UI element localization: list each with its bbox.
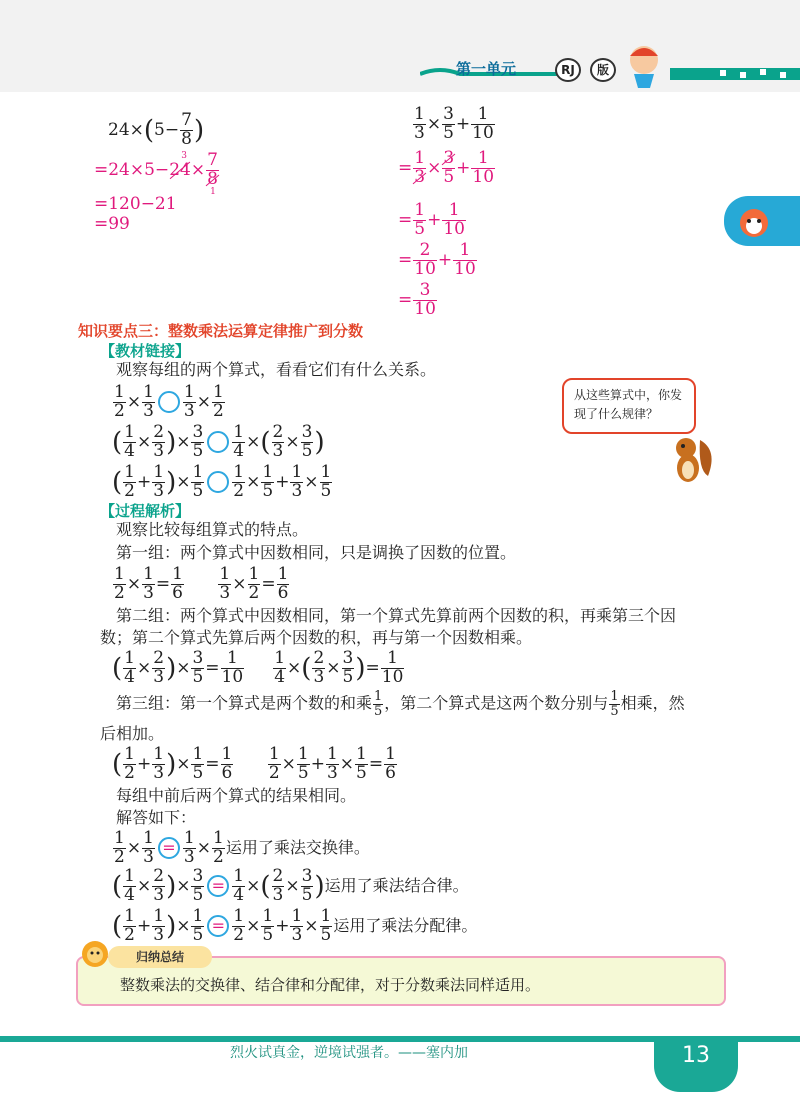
mascot-girl-icon [620,40,668,90]
den: 3 [414,122,425,143]
calc-right-line4: = $\frac{2}{10}$ + $\frac{1}{10}$ [398,240,476,279]
calc-right-line5: = $\frac{3}{10}$ [398,280,436,319]
law-text: 运用了乘法分配律。 [333,915,478,935]
den: 5 [443,122,454,143]
calc-left-line3: =120−21 [94,194,177,214]
law-text: 运用了乘法结合律。 [324,875,469,895]
num: 1 [414,148,426,168]
num: 1 [471,150,495,169]
calc-right-line2: = $\frac{1}{3}$ × $\frac{3}{5}$ + $\frac{1}{10}$ [398,148,495,187]
calc-right-line1: $\frac{1}{3}$ × $\frac{3}{5}$ + $\frac{1}{10}$ [414,104,494,143]
para-group3: 第三组：第一个算式是两个数的和乘 $\frac{1}{5}$ ，第二个算式是这两个数分别与 $\frac{1}{5}$ 相乘，然 [116,689,685,719]
num: 3 [413,282,437,301]
num: 2 [413,242,437,261]
answer-distributive: ( $\frac{1}{2}$ + $\frac{1}{3}$ )× $\frac{1}{5}$ = $\frac{1}{2}$ × $\frac{1}{5}$ + $\frac{1}{3}$ × $\frac{1}{5}$ 运用了乘法分配律。 [112,906,478,945]
para-group3-end: 后相加。 [100,724,165,743]
fox-face-icon [734,201,774,241]
summary-text: 整数乘法的交换律、结合律和分配律，对于分数乘法同样适用。 [120,976,541,994]
num: 3 [443,148,455,168]
den: 3 [414,166,426,187]
text: ，第二个算式是这两个数分别与 [384,693,609,713]
para-group1: 第一组：两个算式中因数相同，只是调换了因数的位置。 [116,543,517,562]
num: 3 [443,104,454,124]
den: 10 [472,122,494,143]
section-title: 知识要点三：整数乘法运算定律推广到分数 [78,322,364,340]
calc-left-line4: =99 [94,214,130,234]
para-answer: 解答如下： [116,808,197,827]
para-same-result: 每组中前后两个算式的结果相同。 [116,786,357,805]
summary-tag: 归纳总结 [108,946,212,968]
group2-expr: ( $\frac{1}{4}$ × $\frac{2}{3}$ )× $\frac{3}{5}$ $\frac{1}{4}$ ×( $\frac{2}{3}$ × $\frac{3}{5}$ ) [112,422,325,461]
den: 8 [207,168,218,189]
den: 10 [472,166,495,187]
den: 8 [181,128,192,149]
compare-circle[interactable] [158,391,180,413]
group1-analysis: $\frac{1}{2}$ × $\frac{1}{3}$ = $\frac{1}{6}$ $\frac{1}{3}$ × $\frac{1}{2}$ = $\frac{1}{6}$ [114,564,289,603]
text: 24× [108,119,144,140]
group2-analysis: ( $\frac{1}{4}$ × $\frac{2}{3}$ )× $\frac{3}{5}$ = $\frac{1}{10}$ $\frac{1}{4}$ ×( $\frac{2}{3}$ × $\frac{3}{5}$ )= $\frac{1}{10}$ [112,648,404,687]
den: 10 [454,258,476,279]
num: 7 [207,150,218,170]
footer-quote: 烈火试真金，逆境试强者。——塞内加 [230,1045,468,1061]
text: 第三组：第一个算式是两个数的和乘 [116,693,373,713]
para-group2-a: 第二组：两个算式中因数相同，第一个算式先算前两个因数的积，再乘第三个因 [116,606,677,625]
answer-associative: ( $\frac{1}{4}$ × $\frac{2}{3}$ )× $\frac{3}{5}$ = $\frac{1}{4}$ ×( $\frac{2}{3}$ × $\frac{3}{5}$ )运用了乘法结合律。 [112,866,469,905]
den: 10 [414,298,436,319]
tag-textbook-link: 【教材链接】 [100,342,191,360]
group3-expr: ( $\frac{1}{2}$ + $\frac{1}{3}$ )× $\frac{1}{5}$ $\frac{1}{2}$ × $\frac{1}{5}$ + $\frac{1}{3}$ × $\frac{1}{5}$ [112,462,332,501]
speech-bubble: 从这些算式中，你发现了什么规律？ [562,378,696,434]
calc-left-line1: 24×(5− $\frac{7}{8}$ ) [108,110,205,149]
question-text: 观察每组的两个算式，看看它们有什么关系。 [116,360,437,379]
para-observe: 观察比较每组算式的特点。 [116,520,309,539]
page-number: 13 [654,1036,738,1092]
num: 1 [453,242,477,261]
calc-right-line3: = $\frac{1}{5}$ + $\frac{1}{10}$ [398,200,465,239]
compare-circle[interactable] [207,471,229,493]
small-num: 3 [181,150,187,161]
text: =24×5− [94,159,170,180]
lion-mascot-icon [80,938,110,970]
small-num: 1 [210,187,216,197]
squirrel-icon [664,430,718,486]
num: 1 [471,106,495,125]
rj-badge: RJ [555,58,581,82]
edition-badge: 版 [590,58,616,82]
compare-circle[interactable] [207,431,229,453]
num: 1 [414,104,425,124]
den: 10 [414,258,436,279]
num: 7 [181,110,192,130]
text: 5− [154,119,180,140]
side-tab [724,196,800,246]
group3-analysis: ( $\frac{1}{2}$ + $\frac{1}{3}$ )× $\frac{1}{5}$ = $\frac{1}{6}$ $\frac{1}{2}$ × $\frac{1}{5}$ + $\frac{1}{3}$ × $\frac{1}{5}$ = $\frac{1}{6}$ [112,744,396,783]
text: 相乘，然 [620,693,685,713]
unit-label: 第一单元 [456,60,517,78]
tag-process-analysis: 【过程解析】 [100,502,191,520]
num: 1 [414,200,426,220]
den: 5 [443,166,455,187]
answer-commutative: $\frac{1}{2}$ × $\frac{1}{3}$ = $\frac{1}{3}$ × $\frac{1}{2}$ 运用了乘法交换律。 [114,828,370,867]
calc-left-line2: =24×5−24 3 × 7 8 1 [94,150,218,197]
para-group2-b: 数；第二个算式先算后两个因数的积，再与第一个因数相乘。 [100,628,533,647]
den: 10 [443,218,465,239]
text: 24 [169,159,191,180]
den: 5 [414,218,426,239]
num: 1 [442,202,466,221]
law-text: 运用了乘法交换律。 [225,837,370,857]
group1-expr: $\frac{1}{2}$ × $\frac{1}{3}$ $\frac{1}{3}$ × $\frac{1}{2}$ [114,382,224,421]
